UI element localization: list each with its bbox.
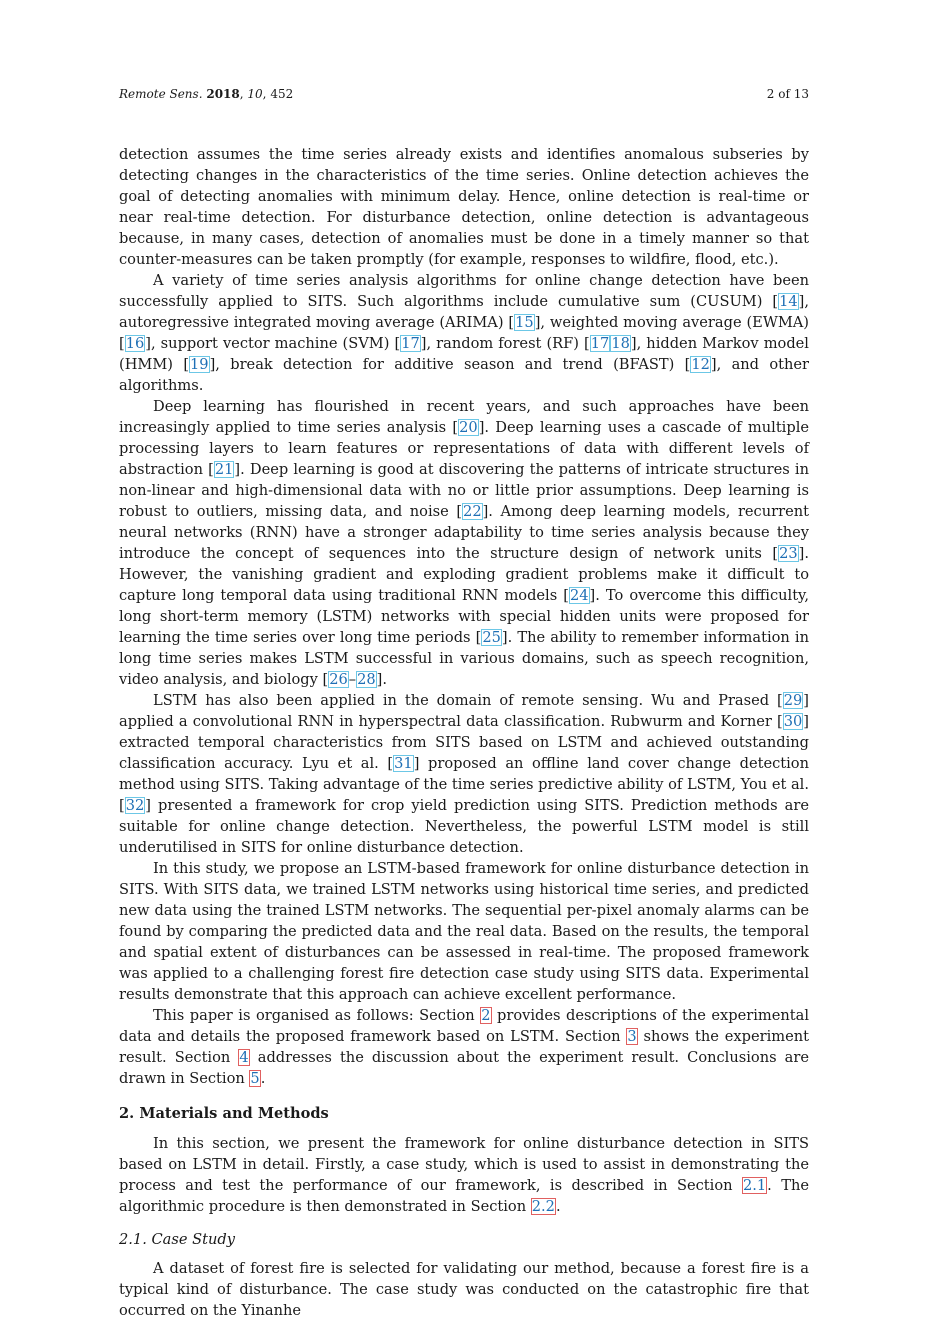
citation-link[interactable]: 16 <box>125 335 145 352</box>
citation-link[interactable]: 15 <box>515 314 534 331</box>
article-number: 452 <box>270 87 294 101</box>
citation-link[interactable]: 29 <box>783 692 803 709</box>
citation-link[interactable]: 20 <box>459 419 478 436</box>
journal-year: 2018 <box>206 87 240 101</box>
page-number: 2 of 13 <box>766 87 809 101</box>
citation-link[interactable]: 28 <box>357 671 376 688</box>
citation-link[interactable]: 17 <box>590 335 610 352</box>
citation-link[interactable]: 25 <box>482 629 501 646</box>
citation-link[interactable]: 12 <box>691 356 710 373</box>
citation-link[interactable]: 19 <box>190 356 209 373</box>
section-link[interactable]: 2 <box>481 1007 491 1024</box>
citation-link[interactable]: 24 <box>569 587 589 604</box>
body-text <box>119 144 809 1321</box>
citation-link[interactable]: 18 <box>611 335 630 352</box>
paragraph-2: A variety of time series analysis algorithms for online change detection have been successfully applied to SITS. Such algorithms include cumulative sum (CUSUM) [14], autoregressive integrated moving average (ARIMA) [15], weighted moving average (EWMA) [16], support vector machine (SVM) [17], random forest (RF) [17 18], hidden Markov model (HMM) [19], break detection for additive season and trend (BFAST) [12], and other algorithms. <box>119 272 809 394</box>
section-link[interactable]: 2.1 <box>742 1177 767 1194</box>
section-heading: 2. Materials and Methods <box>119 1105 329 1122</box>
running-header <box>119 86 809 102</box>
paragraph-1: detection assumes the time series already exists and identifies anomalous subseries by detecting changes in the characteristics of the time series. Online detection achieves the goal of detecting anomalies with minimum delay. Hence, online detection is real-time or near real-time detection. For disturbance detection, online detection is advantageous because, in many cases, detection of anomalies must be done in a timely manner so that counter-measures can be taken promptly (for example, responses to wildfire, flood, etc.). <box>119 146 809 268</box>
citation-link[interactable]: 22 <box>463 503 482 520</box>
citation-link[interactable]: 14 <box>779 293 798 310</box>
citation-link[interactable]: 32 <box>125 797 145 814</box>
section-link[interactable]: 2.2 <box>531 1198 555 1215</box>
citation-link[interactable]: 21 <box>214 461 234 478</box>
citation-link[interactable]: 30 <box>783 713 803 730</box>
section-link[interactable]: 3 <box>627 1028 637 1045</box>
paragraph-5: In this study, we propose an LSTM-based framework for online disturbance detection in SITS. With SITS data, we trained LSTM networks using historical time series, and predicted new data using the trained LSTM networks. The sequential per-pixel anomaly alarms can be found by comparing the predicted data and the real data. Based on the results, the temporal and spatial extent of disturbances can be assessed in real-time. The proposed framework was applied to a challenging forest fire detection case study using SITS data. Experimental results demonstrate that this approach can achieve excellent performance. <box>119 860 809 1003</box>
citation-link[interactable]: 26 <box>329 671 348 688</box>
citation-link[interactable]: 17 <box>401 335 420 352</box>
journal-citation: Remote Sens. 2018, 10, 452 <box>119 87 294 101</box>
citation-link[interactable]: 31 <box>394 755 413 772</box>
citation-link[interactable]: 23 <box>779 545 798 562</box>
paragraph-3: Deep learning has flourished in recent years, and such approaches have been increasingly applied to time series analysis [20]. Deep learning uses a cascade of multiple processing layers to learn features or representations of data with different levels of abstraction [21]. Deep learning is good at discovering the patterns of intricate structures in non-linear and high-dimensional data with no or little prior assumptions. Deep learning is robust to outliers, missing data, and noise [22]. Among deep learning models, recurrent neural networks (RNN) have a stronger adaptability to time series analysis because they introduce the concept of sequences into the structure design of network units [23]. However, the vanishing gradient and exploding gradient problems make it difficult to capture long temporal data using traditional RNN models [24]. To overcome this difficulty, long short-term memory (LSTM) networks with special hidden units were proposed for learning the time series over long time periods [25]. The ability to remember information in long time series makes LSTM successful in various domains, such as speech recognition, video analysis, and biology [26–28]. <box>119 398 810 688</box>
section-link[interactable]: 5 <box>250 1070 260 1087</box>
journal-name: Remote Sens. <box>119 87 203 101</box>
subsection-heading: 2.1. Case Study <box>119 1231 235 1248</box>
paragraph-7: In this section, we present the framework for online disturbance detection in SITS based on LSTM in detail. Firstly, a case study, which is used to assist in demonstrating the process and test the performance of our framework, is described in Section 2.1. The algorithmic procedure is then demonstrated in Section 2.2. <box>119 1135 809 1215</box>
page <box>119 86 809 1321</box>
paragraph-8: A dataset of forest fire is selected for validating our method, because a forest fire is a typical kind of disturbance. The case study was conducted on the catastrophic fire that occurred on the Yinanhe <box>119 1260 809 1319</box>
paragraph-6: This paper is organised as follows: Section 2 provides descriptions of the experimental data and details the proposed framework based on LSTM. Section 3 shows the experiment result. Section 4 addresses the discussion about the experiment result. Conclusions are drawn in Section 5. <box>119 1007 809 1087</box>
paragraph-4: LSTM has also been applied in the domain of remote sensing. Wu and Prased [29] applied a convolutional RNN in hyperspectral data classification. Rubwurm and Korner [30] extracted temporal characteristics from SITS based on LSTM and achieved outstanding classification accuracy. Lyu et al. [31] proposed an offline land cover change detection method using SITS. Taking advantage of the time series predictive ability of LSTM, You et al. [32] presented a framework for crop yield prediction using SITS. Prediction methods are suitable for online change detection. Nevertheless, the powerful LSTM model is still underutilised in SITS for online disturbance detection. <box>119 692 809 856</box>
journal-volume: 10 <box>247 87 263 101</box>
section-link[interactable]: 4 <box>239 1049 249 1066</box>
